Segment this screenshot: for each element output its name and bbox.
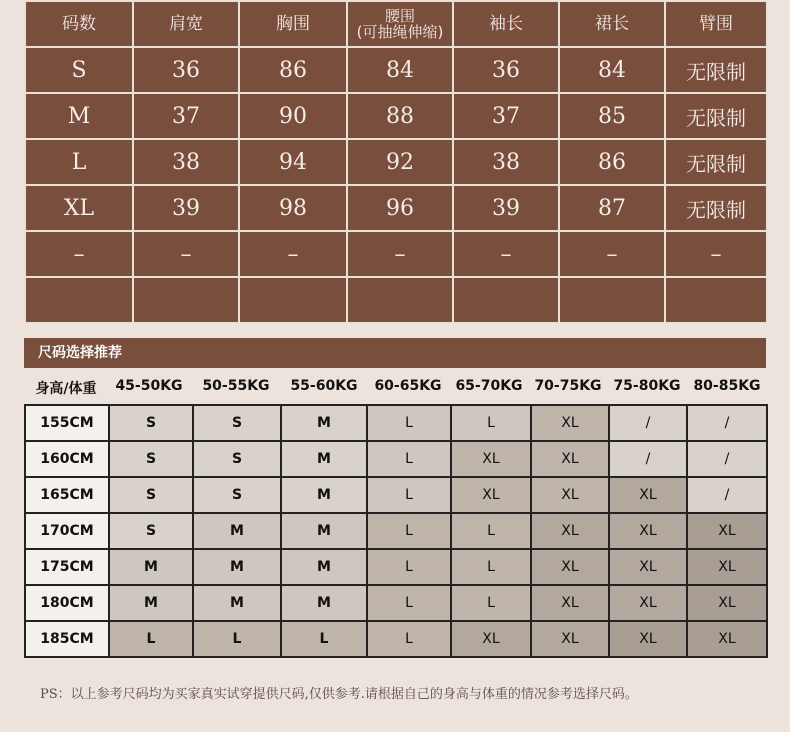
height-label: 175CM: [25, 549, 109, 585]
size-cell: S: [109, 441, 193, 477]
cell-arm: 无限制: [665, 185, 767, 231]
cell-shoulder: –: [133, 231, 239, 277]
header-bust: 胸围: [239, 1, 347, 47]
size-cell: L: [367, 477, 451, 513]
size-cell: L: [451, 585, 531, 621]
recommendation-header: [24, 374, 766, 400]
header-arm: 臂围: [665, 1, 767, 47]
header-size: 码数: [25, 1, 133, 47]
recommendation-row: [25, 513, 767, 549]
size-cell: M: [281, 585, 367, 621]
cell-bust: 86: [239, 47, 347, 93]
size-cell: /: [687, 477, 767, 513]
footnote: PS：以上参考尺码均为买家真实试穿提供尺码,仅供参考.请根据自己的身高与体重的情况参考选择尺码。: [40, 687, 638, 702]
measurement-row: [25, 139, 767, 185]
cell-sleeve: 36: [453, 47, 559, 93]
header-waist-note: (可抽绳伸缩): [356, 23, 444, 41]
size-cell: XL: [609, 513, 687, 549]
cell-sleeve: –: [453, 231, 559, 277]
cell-waist: –: [347, 231, 453, 277]
weight-label: 70-75KG: [534, 378, 602, 394]
size-cell: XL: [451, 441, 531, 477]
section-title: 尺码选择推荐: [24, 338, 766, 368]
recommendation-row: [25, 549, 767, 585]
height-label: 155CM: [25, 405, 109, 441]
size-cell: L: [281, 621, 367, 657]
size-cell: /: [687, 405, 767, 441]
size-cell: XL: [531, 441, 609, 477]
size-cell: XL: [609, 621, 687, 657]
height-label: 160CM: [25, 441, 109, 477]
cell-size: M: [25, 93, 133, 139]
size-cell: XL: [451, 477, 531, 513]
size-cell: M: [109, 549, 193, 585]
empty-cell: [133, 277, 239, 323]
size-cell: L: [367, 441, 451, 477]
empty-cell: [347, 277, 453, 323]
cell-sleeve: 38: [453, 139, 559, 185]
size-cell: S: [193, 477, 281, 513]
size-cell: /: [609, 405, 687, 441]
measurement-row: [25, 185, 767, 231]
weight-label: 80-85KG: [693, 378, 761, 394]
height-label: 180CM: [25, 585, 109, 621]
size-cell: L: [451, 405, 531, 441]
cell-shoulder: 39: [133, 185, 239, 231]
cell-waist: 96: [347, 185, 453, 231]
size-cell: S: [109, 513, 193, 549]
size-cell: L: [451, 513, 531, 549]
size-cell: M: [193, 585, 281, 621]
weight-label: 65-70KG: [455, 378, 523, 394]
size-cell: L: [193, 621, 281, 657]
header-waist-label: 腰围: [384, 7, 415, 25]
size-cell: XL: [609, 477, 687, 513]
cell-arm: –: [665, 231, 767, 277]
recommendation-row: [25, 405, 767, 441]
size-cell: XL: [531, 405, 609, 441]
cell-waist: 92: [347, 139, 453, 185]
size-cell: S: [109, 477, 193, 513]
size-cell: XL: [531, 513, 609, 549]
size-cell: M: [281, 477, 367, 513]
measurement-row: [25, 93, 767, 139]
size-cell: XL: [531, 549, 609, 585]
cell-skirt-length: 84: [559, 47, 665, 93]
empty-cell: [25, 277, 133, 323]
recommendation-table: [24, 404, 768, 658]
cell-waist: 88: [347, 93, 453, 139]
corner-label: 身高/体重: [35, 381, 97, 397]
cell-size: S: [25, 47, 133, 93]
cell-skirt-length: 85: [559, 93, 665, 139]
header-waist: [347, 1, 453, 47]
size-cell: M: [281, 513, 367, 549]
cell-arm: 无限制: [665, 47, 767, 93]
recommendation-row: [25, 585, 767, 621]
cell-size: L: [25, 139, 133, 185]
cell-bust: 90: [239, 93, 347, 139]
cell-shoulder: 36: [133, 47, 239, 93]
cell-size: –: [25, 231, 133, 277]
size-cell: XL: [531, 621, 609, 657]
cell-skirt-length: 86: [559, 139, 665, 185]
size-cell: M: [193, 549, 281, 585]
empty-cell: [239, 277, 347, 323]
weight-label: 75-80KG: [613, 378, 681, 394]
cell-sleeve: 39: [453, 185, 559, 231]
recommendation-row: [25, 441, 767, 477]
cell-shoulder: 37: [133, 93, 239, 139]
recommendation-row: [25, 621, 767, 657]
measurement-header-row: [25, 1, 767, 47]
height-label: 165CM: [25, 477, 109, 513]
cell-size: XL: [25, 185, 133, 231]
size-cell: L: [367, 621, 451, 657]
header-sleeve: 袖长: [453, 1, 559, 47]
height-label: 185CM: [25, 621, 109, 657]
measurement-table: [24, 0, 768, 324]
size-cell: XL: [687, 621, 767, 657]
size-cell: /: [609, 441, 687, 477]
size-cell: S: [193, 441, 281, 477]
measurement-row-empty: [25, 277, 767, 323]
height-label: 170CM: [25, 513, 109, 549]
header-shoulder: 肩宽: [133, 1, 239, 47]
size-cell: L: [367, 405, 451, 441]
size-cell: XL: [687, 549, 767, 585]
measurement-row: [25, 47, 767, 93]
size-cell: XL: [451, 621, 531, 657]
cell-skirt-length: –: [559, 231, 665, 277]
size-cell: XL: [531, 477, 609, 513]
size-cell: M: [281, 441, 367, 477]
cell-bust: –: [239, 231, 347, 277]
size-cell: XL: [687, 585, 767, 621]
weight-label: 55-60KG: [290, 378, 358, 394]
cell-waist: 84: [347, 47, 453, 93]
empty-cell: [453, 277, 559, 323]
weight-label: 50-55KG: [202, 378, 270, 394]
weight-label: 45-50KG: [115, 378, 183, 394]
cell-bust: 98: [239, 185, 347, 231]
size-cell: XL: [531, 585, 609, 621]
size-cell: S: [193, 405, 281, 441]
recommendation-row: [25, 477, 767, 513]
empty-cell: [559, 277, 665, 323]
size-cell: L: [367, 513, 451, 549]
size-cell: L: [367, 549, 451, 585]
header-skirt-length: 裙长: [559, 1, 665, 47]
cell-bust: 94: [239, 139, 347, 185]
size-cell: /: [687, 441, 767, 477]
size-cell: M: [281, 405, 367, 441]
size-cell: L: [109, 621, 193, 657]
size-cell: L: [451, 549, 531, 585]
measurement-row: [25, 231, 767, 277]
size-cell: L: [367, 585, 451, 621]
cell-arm: 无限制: [665, 93, 767, 139]
cell-skirt-length: 87: [559, 185, 665, 231]
size-cell: S: [109, 405, 193, 441]
size-cell: M: [109, 585, 193, 621]
size-cell: M: [281, 549, 367, 585]
empty-cell: [665, 277, 767, 323]
cell-shoulder: 38: [133, 139, 239, 185]
size-cell: M: [193, 513, 281, 549]
cell-sleeve: 37: [453, 93, 559, 139]
weight-label: 60-65KG: [374, 378, 442, 394]
size-cell: XL: [609, 549, 687, 585]
size-cell: XL: [687, 513, 767, 549]
size-cell: XL: [609, 585, 687, 621]
cell-arm: 无限制: [665, 139, 767, 185]
